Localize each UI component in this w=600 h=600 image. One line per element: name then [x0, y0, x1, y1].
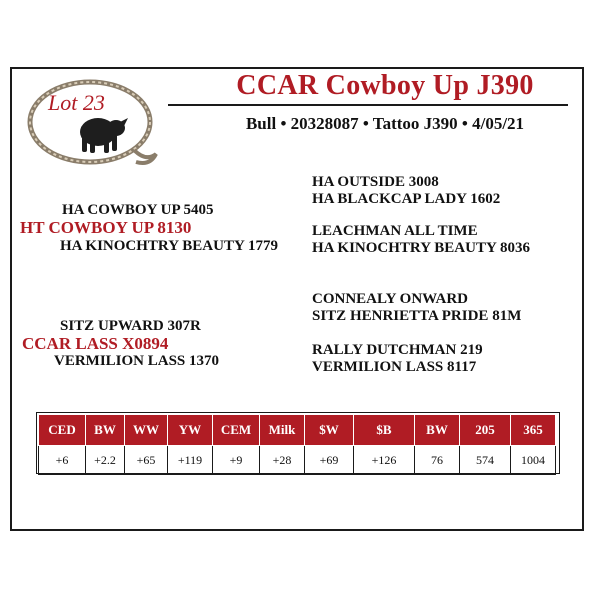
pedigree-sire-dam-sire: LEACHMAN ALL TIME — [312, 223, 478, 239]
pedigree-dam: CCAR LASS X0894 — [22, 334, 169, 353]
pedigree-dam-sire: SITZ UPWARD 307R — [60, 318, 201, 334]
epd-table-frame — [36, 412, 560, 474]
epd-value-cell: 1004 — [511, 446, 556, 475]
epd-header-cell: Milk — [260, 415, 305, 446]
epd-value-cell: +2.2 — [86, 446, 125, 475]
lot-number: Lot 23 — [48, 90, 105, 115]
pedigree-sire-sire-dam: HA BLACKCAP LADY 1602 — [312, 191, 501, 207]
animal-subtitle: Bull • 20328087 • Tattoo J390 • 4/05/21 — [245, 114, 525, 133]
animal-title: CCAR Cowboy Up J390 — [236, 70, 534, 101]
pedigree-dam-dam-dam: VERMILION LASS 8117 — [312, 359, 477, 375]
epd-value-cell: 574 — [460, 446, 511, 475]
title-divider — [168, 104, 568, 106]
pedigree-dam-dam-sire: RALLY DUTCHMAN 219 — [312, 342, 483, 358]
epd-header-cell: 365 — [511, 415, 556, 446]
epd-header-cell: $W — [305, 415, 354, 446]
epd-header-cell: BW — [415, 415, 460, 446]
epd-value-cell: +28 — [260, 446, 305, 475]
pedigree-sire-sire: HA COWBOY UP 5405 — [62, 202, 214, 218]
epd-value-cell: +69 — [305, 446, 354, 475]
epd-header-cell: YW — [168, 415, 213, 446]
pedigree-sire-sire-sire: HA OUTSIDE 3008 — [312, 174, 439, 190]
epd-value-cell: +126 — [354, 446, 415, 475]
pedigree-dam-dam: VERMILION LASS 1370 — [54, 353, 220, 369]
epd-header-cell: WW — [125, 415, 168, 446]
pedigree-sire-dam: HA KINOCHTRY BEAUTY 1779 — [60, 238, 278, 254]
epd-value-cell: +119 — [168, 446, 213, 475]
epd-header-cell: $B — [354, 415, 415, 446]
epd-header-cell: BW — [86, 415, 125, 446]
pedigree-dam-sire-dam: SITZ HENRIETTA PRIDE 81M — [312, 308, 522, 324]
epd-value-cell: 76 — [415, 446, 460, 475]
epd-value-cell: +6 — [39, 446, 86, 475]
epd-header-cell: CED — [39, 415, 86, 446]
epd-value-cell: +65 — [125, 446, 168, 475]
pedigree-dam-sire-sire: CONNEALY ONWARD — [312, 291, 468, 307]
epd-header-cell: CEM — [213, 415, 260, 446]
epd-value-cell: +9 — [213, 446, 260, 475]
pedigree-sire-dam-dam: HA KINOCHTRY BEAUTY 8036 — [312, 240, 530, 256]
pedigree-sire: HT COWBOY UP 8130 — [20, 218, 192, 237]
epd-header-cell: 205 — [460, 415, 511, 446]
